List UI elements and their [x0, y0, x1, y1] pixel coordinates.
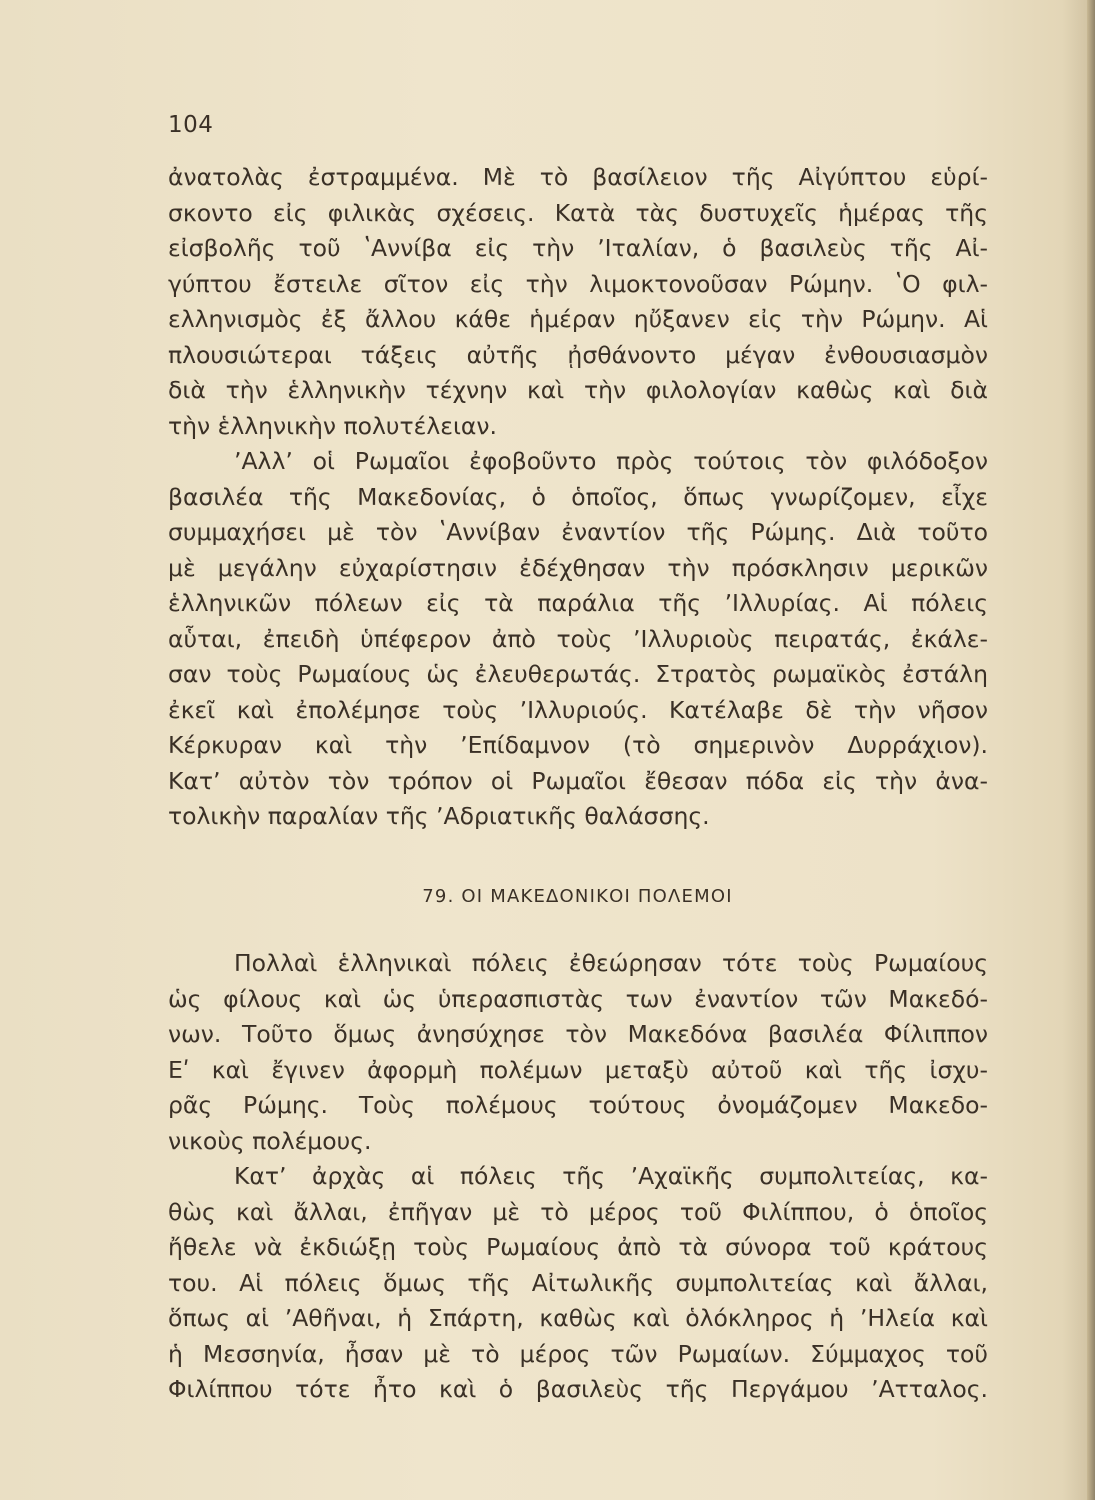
text-line: ρᾶς Ρώμης. Τοὺς πολέμους τούτους ὀνομάζομεν Μακεδο-	[168, 1091, 988, 1119]
text-line: Κέρκυραν καὶ τὴν ʼΕπίδαμνον (τὸ σημερινὸν Δυρράχιον).	[168, 731, 988, 759]
text-line: ὡς φίλους καὶ ὡς ὑπερασπιστὰς των ἐναντίον τῶν Μακεδό-	[168, 984, 988, 1013]
text-line: Κατʼ αὐτὸν τὸν τρόπον οἱ Ρωμαῖοι ἔθεσαν πόδα εἰς τὴν ἀνα-	[168, 766, 988, 795]
text-line: Κατʼ ἀρχὰς αἱ πόλεις τῆς ʼΑχαϊκῆς συμπολιτείας, κα-	[234, 1162, 988, 1190]
text-line: ελληνισμὸς ἐξ ἄλλου κάθε ἡμέραν ηὔξανεν εἰς τὴν Ρώμην. Αἱ	[168, 305, 988, 333]
text-line: νων. Τοῦτο ὅμως ἀνησύχησε τὸν Μακεδόνα βασιλέα Φίλιππον	[168, 1020, 988, 1048]
text-line: ἤθελε νὰ ἐκδιώξῃ τοὺς Ρωμαίους ἀπὸ τὰ σύνορα τοῦ κράτους	[168, 1233, 988, 1261]
text-line: τὴν ἑλληνικὴν πολυτέλειαν.	[168, 411, 497, 440]
text-line: βασιλέα τῆς Μακεδονίας, ὁ ὁποῖος, ὅπως γνωρίζομεν, εἶχε	[168, 482, 988, 511]
text-line: ʼΑλλʼ οἱ Ρωμαῖοι ἐφοβοῦντο πρὸς τούτοις τὸν φιλόδοξον	[234, 447, 988, 475]
page-edge-shadow	[1087, 0, 1095, 1500]
text-line: αὗται, ἐπειδὴ ὑπέφερον ἀπὸ τοὺς ʼΙλλυριοὺς πειρατάς, ἐκάλε-	[168, 624, 988, 653]
text-line: ἐκεῖ καὶ ἐπολέμησε τοὺς ʼΙλλυριούς. Κατέλαβε δὲ τὴν νῆσον	[168, 695, 988, 724]
text-line: νικοὺς πολέμους.	[168, 1126, 372, 1155]
paragraph-block-2	[168, 946, 988, 1408]
text-line: διὰ τὴν ἑλληνικὴν τέχνην καὶ τὴν φιλολογίαν καθὼς καὶ διὰ	[168, 376, 988, 404]
text-line: τολικὴν παραλίαν τῆς ʼΑδριατικῆς θαλάσσης.	[168, 802, 710, 830]
text-line: συμμαχήσει μὲ τὸν ʽΑννίβαν ἐναντίον τῆς Ρώμης. Διὰ τοῦτο	[168, 518, 988, 546]
text-line: εἰσβολῆς τοῦ ʽΑννίβα εἰς τὴν ʼΙταλίαν, ὁ βασιλεὺς τῆς Αἰ-	[168, 234, 988, 262]
text-line: γύπτου ἔστειλε σῖτον εἰς τὴν λιμοκτονοῦσαν Ρώμην. ʽΟ φιλ-	[168, 269, 988, 298]
page-number: 104	[168, 112, 214, 138]
text-line: μὲ μεγάλην εὐχαρίστησιν ἐδέχθησαν τὴν πρόσκλησιν μερικῶν	[168, 553, 988, 582]
text-line: πλουσιώτεραι τάξεις αὐτῆς ᾐσθάνοντο μέγαν ἐνθουσιασμὸν	[168, 340, 988, 369]
text-line: ἡ Μεσσηνία, ἦσαν μὲ τὸ μέρος τῶν Ρωμαίων. Σύμμαχος τοῦ	[168, 1339, 988, 1368]
text-line: σκοντο εἰς φιλικὰς σχέσεις. Κατὰ τὰς δυστυχεῖς ἡμέρας τῆς	[168, 198, 988, 227]
text-line: σαν τοὺς Ρωμαίους ὡς ἐλευθερωτάς. Στρατὸς ρωμαϊκὸς ἐστάλη	[168, 660, 988, 688]
section-heading: 79. ΟΙ ΜΑΚΕΔΟΝΙΚΟΙ ΠΟΛΕΜΟΙ	[422, 886, 733, 907]
text-line: Πολλαὶ ἑλληνικαὶ πόλεις ἐθεώρησαν τότε τοὺς Ρωμαίους	[234, 949, 988, 977]
text-line: ἀνατολὰς ἐστραμμένα. Μὲ τὸ βασίλειον τῆς Αἰγύπτου εὑρί-	[168, 163, 988, 191]
text-line: ὅπως αἱ ʼΑθῆναι, ἡ Σπάρτη, καθὼς καὶ ὁλόκληρος ἡ ʼΗλεία καὶ	[168, 1304, 988, 1332]
paragraph-block-1	[168, 160, 988, 835]
text-line: θὼς καὶ ἄλλαι, ἐπῆγαν μὲ τὸ μέρος τοῦ Φιλίππου, ὁ ὁποῖος	[168, 1197, 988, 1226]
text-line: Εʹ καὶ ἔγινεν ἀφορμὴ πολέμων μεταξὺ αὐτοῦ καὶ τῆς ἰσχυ-	[168, 1055, 988, 1084]
text-line: του. Αἱ πόλεις ὅμως τῆς Αἰτωλικῆς συμπολιτείας καὶ ἄλλαι,	[168, 1268, 988, 1297]
text-line: ἑλληνικῶν πόλεων εἰς τὰ παράλια τῆς ʼΙλλυρίας. Αἱ πόλεις	[168, 589, 988, 617]
text-line: Φιλίππου τότε ἦτο καὶ ὁ βασιλεὺς τῆς Περγάμου ʼΑτταλος.	[168, 1375, 988, 1403]
